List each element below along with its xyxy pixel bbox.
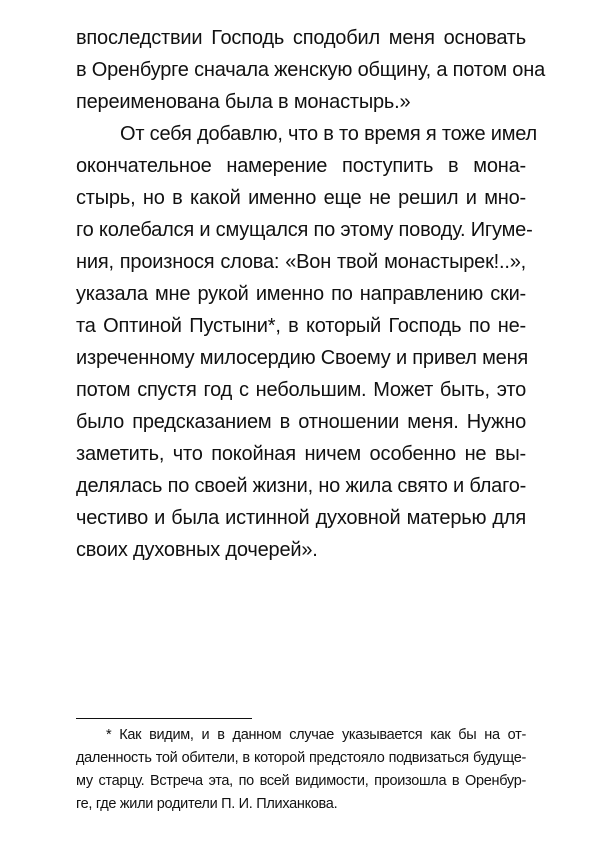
text-line: та Оптиной Пустыни*, в который Господь по не- — [76, 315, 526, 337]
text-line: честиво и была истинной духовной матерью для — [76, 507, 526, 529]
text-line: было предсказанием в отношении меня. Нужно — [76, 411, 526, 433]
text-line: окончательное намерение поступить в мона- — [76, 155, 526, 177]
text-line: делялась по своей жизни, но жила свято и благо- — [76, 475, 527, 497]
text-line: ния, произнося слова: «Вон твой монастырек!..», — [76, 251, 526, 273]
footnote-line: му старцу. Встреча эта, по всей видимости, произошла в Оренбур- — [76, 773, 526, 789]
text-line: впоследствии Господь сподобил меня основать — [76, 27, 526, 49]
text-line: указала мне рукой именно по направлению ски- — [76, 283, 526, 305]
text-line: своих духовных дочерей». — [76, 539, 318, 561]
body-text — [76, 22, 545, 566]
text-line: заметить, что покойная ничем особенно не вы- — [76, 443, 526, 465]
text-line: стырь, но в какой именно еще не решил и мно- — [76, 187, 526, 209]
footnote-divider — [76, 718, 252, 719]
footnote-line: * Как видим, и в данном случае указывается как бы на от- — [106, 727, 526, 743]
text-line: го колебался и смущался по этому поводу. Игуме- — [76, 219, 533, 241]
text-line: От себя добавлю, что в то время я тоже имел — [120, 123, 538, 145]
page — [76, 22, 545, 566]
text-line: переименована была в монастырь.» — [76, 91, 411, 113]
footnote — [76, 724, 526, 816]
footnote-line: даленность той обители, в которой предстояло подвизаться будуще- — [76, 750, 526, 766]
footnote-line: ге, где жили родители П. И. Плиханкова. — [76, 796, 338, 812]
text-line: изреченному милосердию Своему и привел меня — [76, 347, 529, 369]
text-line: в Оренбурге сначала женскую общину, а потом она — [76, 59, 545, 81]
text-line: потом спустя год с небольшим. Может быть, это — [76, 379, 526, 401]
